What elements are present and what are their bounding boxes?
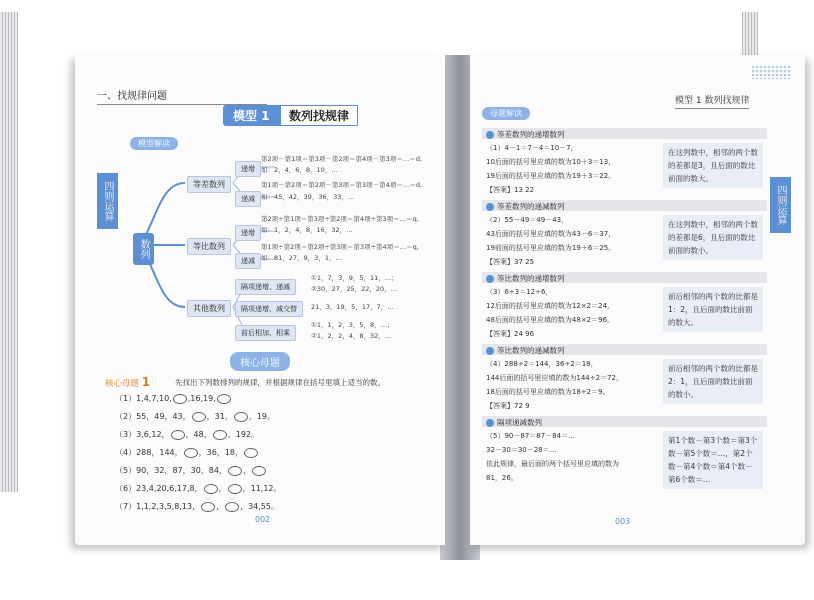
sub-label: 前后相加、相乘 <box>235 325 296 341</box>
sol-line: 43后面的括号里应填的数为43－6＝37， <box>486 230 616 238</box>
answer-blank[interactable] <box>234 412 248 422</box>
sol-line: 32－30＝30－28＝… <box>486 446 557 454</box>
rule-text: 第1项÷第2项＝第2项÷第3项＝第3项÷第4项＝…＝q, <box>261 243 419 251</box>
section-title-text: 等差数列的递增数列 <box>497 130 565 139</box>
section-heading: 一、找规律问题 <box>97 87 267 105</box>
answer-blank[interactable] <box>173 394 187 404</box>
sub-label: 递增 <box>235 161 261 177</box>
sol-line: 依此规律，最后面的两个括号里应填的数为 <box>486 460 619 468</box>
other-line: ②1，2，2，4，8，32，… <box>311 332 392 340</box>
answer-blank[interactable] <box>192 412 206 422</box>
model-tag: 模型 1 <box>223 105 280 126</box>
example-text: 如：45，42，39，36，33，… <box>261 193 355 201</box>
example-text: 如：2，4，6，8，10，… <box>261 166 338 174</box>
q-text: （3）3,6,12， <box>115 430 170 439</box>
model-title: 数列找规律 <box>280 105 358 126</box>
sub-label: 递减 <box>235 253 261 269</box>
question-1 <box>115 393 232 404</box>
dot-pattern <box>751 65 791 79</box>
bulb-icon <box>486 203 494 211</box>
answer-line: 【答案】13 22 <box>486 186 535 194</box>
sol-line: 19后面的括号里应填的数为19＋3＝22。 <box>486 172 616 180</box>
side-tab-right: 四则运算 <box>770 177 791 233</box>
answer-blank[interactable] <box>252 466 266 476</box>
answer-blank[interactable] <box>201 502 215 512</box>
q-text: （1）1,4,7,10, <box>115 394 172 403</box>
sol-line: 48后面的括号里应填的数为48×2＝96。 <box>486 316 615 324</box>
branch-arithmetic: 等差数列 <box>187 176 231 193</box>
side-note: 在这列数中，相邻的两个数的差都是3，且后面的数比前面的数大。 <box>663 143 763 188</box>
left-page <box>75 55 445 545</box>
sub-label: 递增 <box>235 225 261 241</box>
q-text: ，36，18， <box>198 448 243 457</box>
sol-line: （5）90－87＝87－84＝… <box>486 432 576 440</box>
branch-geometric: 等比数列 <box>187 238 231 255</box>
answer-blank[interactable] <box>228 466 242 476</box>
question-6 <box>115 483 282 494</box>
question-2 <box>115 411 275 422</box>
sol-line: （1）4－1＝7－4＝10－7， <box>486 144 578 152</box>
root-node: 数列 <box>133 233 154 265</box>
analysis-pill: 母题解读 <box>482 107 530 120</box>
section-title <box>486 273 565 284</box>
side-note: 第1个数－第3个数＝第3个数－第5个数＝…，第2个数－第4个数＝第4个数－第6个数＝… <box>663 431 763 489</box>
q-text: ，192。 <box>227 430 260 439</box>
answer-blank[interactable] <box>217 394 231 404</box>
other-line: 21，3，19，5，17，7，… <box>311 303 394 311</box>
q-text: （2）55，49，43， <box>115 412 191 421</box>
core-number: 1 <box>141 375 151 389</box>
page-number-left: 002 <box>255 515 271 524</box>
section-title <box>486 417 542 428</box>
answer-blank[interactable] <box>244 448 258 458</box>
side-note: 前后相邻的两个数的比都是2：1，且后面的数比前面的数小。 <box>663 359 763 404</box>
q-text: ， <box>243 466 251 475</box>
answer-line: 【答案】72 9 <box>486 402 530 410</box>
q-text: ， <box>218 484 227 493</box>
q-text: （7）1,1,2,3,5,8,13， <box>115 502 201 511</box>
bulb-icon <box>486 131 494 139</box>
answer-line: 【答案】37 25 <box>486 258 535 266</box>
core-banner: 核心母题 <box>230 352 290 371</box>
q-text: ， <box>216 502 225 511</box>
sol-line: 12后面的括号里应填的数为12×2＝24， <box>486 302 615 310</box>
q-text: ,16,19, <box>187 394 216 403</box>
side-tab-left: 四则运算 <box>97 173 118 229</box>
bulb-icon <box>486 275 494 283</box>
rule-text: 第2项÷第1项＝第3项÷第2项＝第4项÷第3项＝…＝q, <box>261 215 419 223</box>
sub-label: 递减 <box>235 191 261 207</box>
q-text: （4）288，144， <box>115 448 183 457</box>
open-book <box>60 55 786 560</box>
q-text: ，34,55。 <box>240 502 279 511</box>
model-explain-pill: 模型解读 <box>130 137 178 150</box>
answer-blank[interactable] <box>184 448 198 458</box>
example-text: 如：1，2，4，8，16，32，… <box>261 226 353 234</box>
question-4 <box>115 447 259 458</box>
page-number-right: 003 <box>615 517 631 526</box>
branch-other: 其他数列 <box>187 300 231 317</box>
answer-blank[interactable] <box>228 484 242 494</box>
q-text: （5）90，32，87，30，84， <box>115 466 227 475</box>
answer-blank[interactable] <box>225 502 239 512</box>
sol-line: 81，26。 <box>486 474 518 482</box>
q-text: ，11,12。 <box>242 484 282 493</box>
q-text: （6）23,4,20,6,17,8， <box>115 484 203 493</box>
section-title-text: 等比数列的递增数列 <box>497 274 565 283</box>
core-label <box>105 375 150 389</box>
section-title-text: 等比数列的递减数列 <box>497 346 565 355</box>
question-7 <box>115 501 279 512</box>
sol-line: （2）55－49＝49－43， <box>486 216 569 224</box>
answer-blank[interactable] <box>204 484 218 494</box>
core-prompt: 先找出下列数排列的规律，并根据规律在括号里填上适当的数。 <box>175 378 385 387</box>
sol-line: 144后面的括号里应填的数为144÷2＝72， <box>486 374 623 382</box>
section-title-text: 隔项递减数列 <box>497 418 542 427</box>
section-title-text: 等差数列的递减数列 <box>497 202 565 211</box>
sol-line: 10后面的括号里应填的数为10＋3＝13， <box>486 158 616 166</box>
sol-line: 18后面的括号里应填的数为18÷2＝9。 <box>486 388 610 396</box>
question-5 <box>115 465 267 476</box>
other-line: ①1，7，3，9，5，11，…； <box>311 274 398 282</box>
bulb-icon <box>486 419 494 427</box>
left-page-edges <box>0 12 18 492</box>
side-note: 在这列数中，相邻的两个数的差都是6，且后面的数比前面的数小。 <box>663 215 763 260</box>
sub-label: 隔项递增、减交替 <box>235 301 303 317</box>
example-text: 如：81，27，9，3，1，… <box>261 254 342 262</box>
answer-blank[interactable] <box>213 430 227 440</box>
bulb-icon <box>486 347 494 355</box>
other-line: ①1，1，2，3，5，8，…； <box>311 321 394 329</box>
rule-text: 第1项－第2项＝第2项－第3项＝第3项－第4项＝…＝d, <box>261 181 423 189</box>
sol-line: 19前面的括号里应填的数为19＋6＝25。 <box>486 244 616 252</box>
q-text: ，48， <box>185 430 212 439</box>
sol-line: （4）288÷2＝144，36÷2＝18， <box>486 360 598 368</box>
side-note: 前后相邻的两个数的比都是1：2，且后面的数比前面的数大。 <box>663 287 763 332</box>
section-title <box>486 201 565 212</box>
question-3 <box>115 429 259 440</box>
q-text: ，31， <box>206 412 233 421</box>
section-title <box>486 129 565 140</box>
sol-line: （3）6÷3＝12÷6， <box>486 288 553 296</box>
section-title <box>486 345 565 356</box>
other-line: ②30，27，25，22，20，… <box>311 285 398 293</box>
sub-label: 隔项递增、递减 <box>235 279 296 295</box>
rule-text: 第2项－第1项＝第3项－第2项＝第4项－第3项＝…＝d, <box>261 155 423 163</box>
answer-line: 【答案】24 96 <box>486 330 535 338</box>
answer-blank[interactable] <box>171 430 185 440</box>
core-label-text: 核心母题 <box>105 379 140 389</box>
q-text: ，19。 <box>248 412 276 421</box>
right-page <box>470 55 805 545</box>
right-header: 模型 1 数列找规律 <box>675 93 749 109</box>
